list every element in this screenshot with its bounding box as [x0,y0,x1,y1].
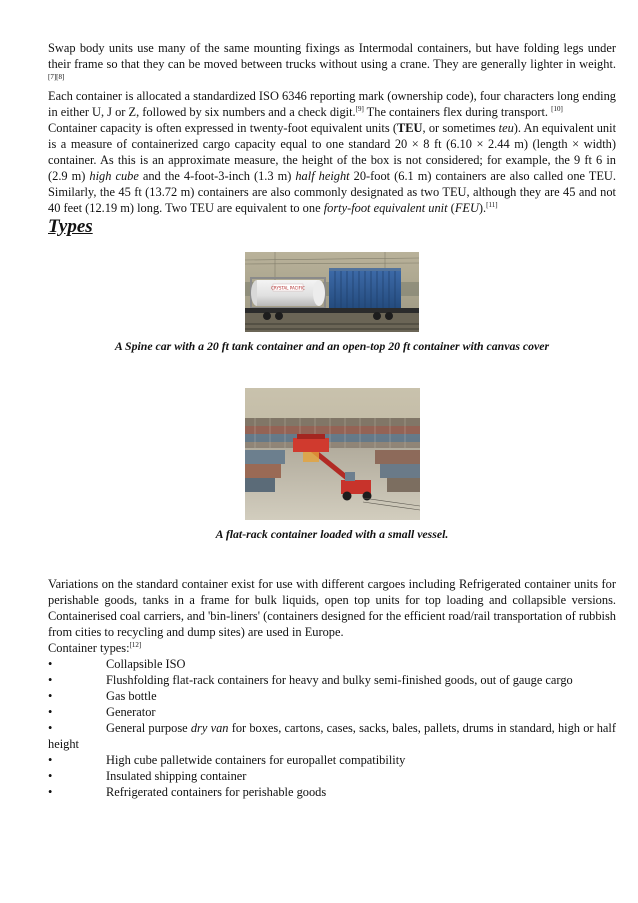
list-item: • Refrigerated containers for perishable goods [48,785,327,799]
bullet: • [48,785,53,799]
list-item: • High cube palletwide containers for europallet compatibility [48,753,406,767]
bullet: • [48,689,53,703]
dry-van-term: dry van [190,721,229,735]
figure-spine-car [48,252,616,354]
half-height-term: half height [295,169,350,183]
list-item: • General purpose dry van for boxes, cartons, cases, sacks, bales, pallets, drums in standard, high or half height [48,721,616,751]
tank-container [251,278,325,308]
reference[interactable]: [12] [129,640,142,649]
list-item: • Collapsible ISO [48,657,186,671]
section-heading-types: Types [48,216,93,237]
paragraph-swap-body: Swap body units use many of the same mounting fixings as Intermodal containers, but have folding legs under their frame so that they can be moved between trucks without using a crane. They are generally lighter in weight.[7][8] [48,41,616,81]
spine-car-photo [245,252,419,332]
document-page [48,40,616,800]
reference[interactable]: [9] [355,104,364,113]
list-item: • Flushfolding flat-rack containers for heavy and bulky semi-finished goods, out of gauge cargo [48,673,573,687]
bullet: • [48,721,53,735]
figure-caption: A flat-rack container loaded with a small vessel. [215,527,449,541]
teu-bold: TEU [397,121,423,135]
bullet: • [48,705,53,719]
reference[interactable]: [7][8] [48,72,65,81]
paragraph-variations: Variations on the standard container exist for use with different cargoes including Refrigerated container units for perishable goods, tanks in a frame for bulk liquids, open top units for top loading and collapsible versions. Containerised coal carriers, and 'bin-liners' (containers designed for the efficient road/rail transportation of rubbish from cities to recycling and dump sites) are used in Europe. [48,577,616,639]
high-cube-term: high cube [89,169,139,183]
bullet: • [48,673,53,687]
feu-phrase: forty-foot equivalent unit [323,201,448,215]
container-types-list [48,656,616,800]
bullet: • [48,769,53,783]
list-item: • Generator [48,705,156,719]
flat-rack-photo [245,388,420,520]
tank-label: CRYSTAL PACIFIC [271,285,305,291]
paragraph-iso-6346: Each container is allocated a standardized ISO 6346 reporting mark (ownership code), four characters long ending in either U, J or Z, followed by six numbers and a check digit.[9] The containers flex during transport. [10] [48,89,616,119]
reference[interactable]: [11] [486,200,498,209]
teu-italic: teu [498,121,514,135]
list-item: • Insulated shipping container [48,769,247,783]
feu-term: FEU [454,201,479,215]
figure-caption: A Spine car with a 20 ft tank container and an open-top 20 ft container with canvas cover [114,339,550,353]
reference[interactable]: [10] [551,104,563,113]
paragraph-teu: Container capacity is often expressed in twenty-foot equivalent units (TEU, or sometimes teu). An equivalent unit is a measure of containerized cargo capacity equal to one standard 20 × 8 ft (6.10 × 2.44 m) (length × width) container. As this is an approximate measure, the height of the box is not considered; for example, the 9 ft 6 in (2.9 m) high cube and the 4-foot-3-inch (1.3 m) half height 20-foot (6.1 m) containers are also called one TEU. Similarly, the 45 ft (13.72 m) containers are also commonly designated as two TEU, although they are 45 and not 40 feet (12.19 m) long. Two TEU are equivalent to one forty-foot equivalent unit (FEU).[11] [48,121,617,215]
list-item: • Gas bottle [48,689,157,703]
figure-flat-rack [48,388,616,542]
bullet: • [48,657,53,671]
open-top-container [329,268,401,310]
bullet: • [48,753,53,767]
paragraph-container-types: Container types:[12] [48,640,142,655]
